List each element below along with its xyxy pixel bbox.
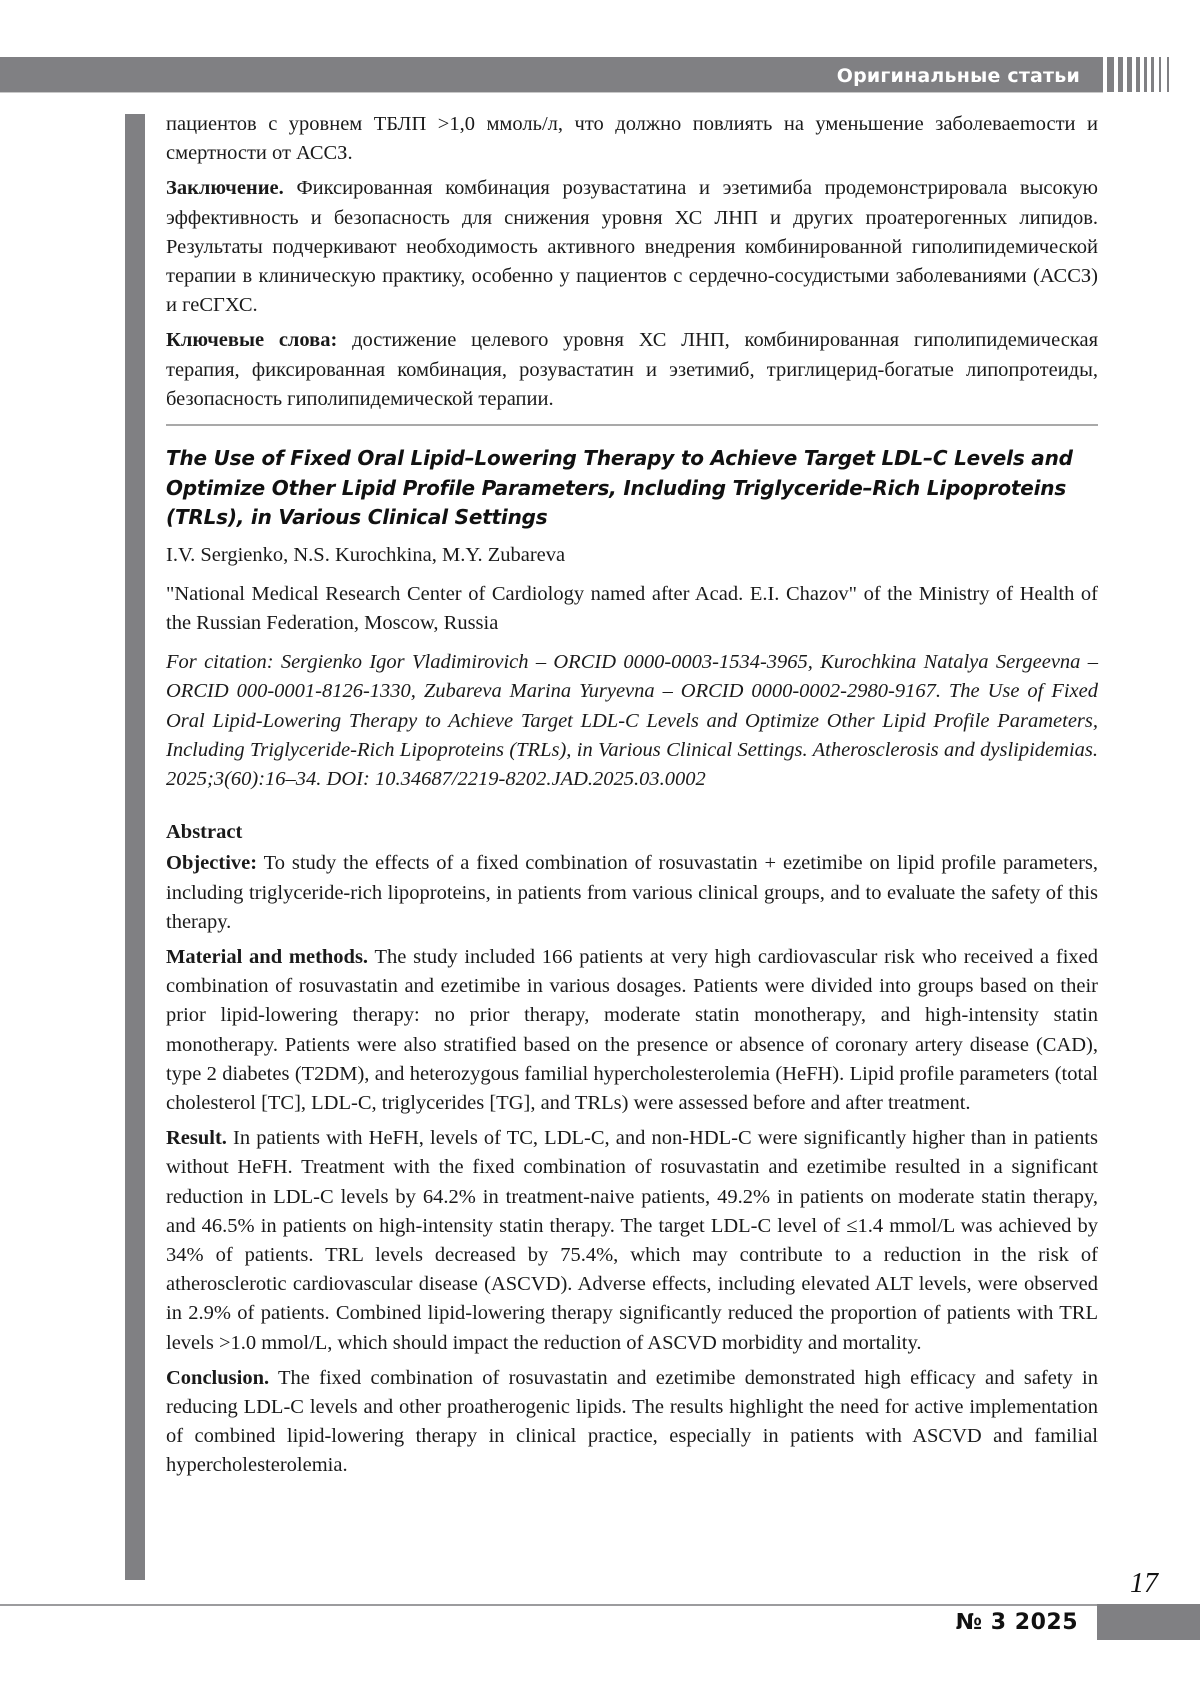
russian-conclusion-text: Фиксированная комбинация розувастатина и эзетимиба продемонстрировала высокую эффективность и безопасность для снижения уровня ХС ЛНП и других проатерогенных липидов. Результаты подчеркивают необходимость активного внедрения комбинированной гиполипидемической терапии в клиническую практику, особенно у пациентов с сердечно-сосудистыми заболеваниями (АССЗ) и геСГХС. bbox=[166, 177, 1098, 317]
result-text: In patients with HeFH, levels of TC, LDL-C, and non-HDL-C were significantly higher than in patients without HeFH. Treatment with the fixed combination of rosuvastatin and ezetimibe resulted in a significant reduction in LDL-C levels by 64.2% in treatment-naive patients, 49.2% in patients on moderate statin therapy, and 46.5% in patients on high-intensity statin therapy. The target LDL-C level of ≤1.4 mmol/L was achieved by 34% of patients. TRL levels decreased by 75.4%, which may contribute to a reduction in the risk of atherosclerotic cardiovascular disease (ASCVD). Adverse effects, including elevated ALT levels, were observed in 2.9% of patients. Combined lipid-lowering therapy significantly reduced the proportion of patients with TRL levels >1.0 mmol/L, which should impact the reduction of ASCVD morbidity and mortality. bbox=[166, 1127, 1098, 1354]
russian-conclusion bbox=[166, 174, 1098, 320]
section-title: Оригинальные статьи bbox=[836, 65, 1080, 87]
russian-summary-continuation: пациентов с уровнем ТБЛП >1,0 ммоль/л, что должно повлиять на уменьшение заболеваеmости и смертности от АССЗ. bbox=[166, 113, 1098, 165]
objective-label: Objective: bbox=[166, 852, 258, 875]
footer-bar bbox=[1097, 1604, 1200, 1640]
russian-keywords bbox=[166, 326, 1098, 414]
russian-keywords-label: Ключевые слова: bbox=[166, 329, 338, 352]
result-label: Result. bbox=[166, 1127, 227, 1150]
abstract-objective bbox=[166, 849, 1098, 937]
russian-keywords-text: достижение целевого уровня ХС ЛНП, комбинированная гиполипидемическая терапия, фиксированная комбинация, розувастатин и эзетимиб, триглицерид-богатые липопротеиды, безопасность гиполипидемической терапии. bbox=[166, 329, 1098, 410]
russian-conclusion-label: Заключение. bbox=[166, 177, 284, 200]
methods-label: Material and methods. bbox=[166, 945, 369, 968]
english-article-title: The Use of Fixed Oral Lipid–Lowering Therapy to Achieve Target LDL–C Levels and Optimize Other Lipid Profile Parameters, Including Triglyceride–Rich Lipoproteins (TRLs), in Various Clinical Settings bbox=[166, 446, 1073, 530]
abstract-heading: Abstract bbox=[166, 821, 243, 844]
abstract-methods bbox=[166, 943, 1098, 1118]
affiliation: "National Medical Research Center of Cardiology named after Acad. E.I. Chazov" of the Ministry of Health of the Russian Federation, Moscow, Russia bbox=[166, 582, 1098, 634]
section-divider bbox=[166, 424, 1098, 426]
abstract-conclusion bbox=[166, 1364, 1098, 1481]
left-margin-bar bbox=[125, 114, 145, 1580]
issue-label: № 3 2025 bbox=[955, 1610, 1078, 1635]
footer-rule bbox=[0, 1604, 1097, 1606]
objective-text: To study the effects of a fixed combination of rosuvastatin + ezetimibe on lipid profile parameters, including triglyceride-rich lipoproteins, in patients from various clinical groups, and to evaluate the safety of this therapy. bbox=[166, 852, 1098, 933]
citation: For citation: Sergienko Igor Vladimirovich – ORCID 0000-0003-1534-3965, Kurochkina Natalya Sergeevna – ORCID 000-0001-8126-1330, Zubareva Marina Yuryevna – ORCID 0000-0002-2980-9167. The Use of Fixed Oral Lipid-Lowering Therapy to Achieve Target LDL-C Levels and Optimize Other Lipid Profile Parameters, Including Triglyceride-Rich Lipoproteins (TRLs), in Various Clinical Settings. Atherosclerosis and dyslipidemias. 2025;3(60):16–34. DOI: 10.34687/2219-8202.JAD.2025.03.0002 bbox=[166, 651, 1098, 790]
authors: I.V. Sergienko, N.S. Kurochkina, M.Y. Zubareva bbox=[166, 543, 566, 566]
page-number: 17 bbox=[1130, 1568, 1158, 1599]
conclusion-text: The fixed combination of rosuvastatin and ezetimibe demonstrated high efficacy and safety in reducing LDL-C levels and other proatherogenic lipids. The results highlight the need for active implementation of combined lipid-lowering therapy in clinical practice, especially in patients with ASCVD and familial hypercholesterolemia. bbox=[166, 1366, 1098, 1477]
methods-text: The study included 166 patients at very high cardiovascular risk who received a fixed combination of rosuvastatin and ezetimibe in various dosages. Patients were divided into groups based on their prior lipid-lowering therapy: no prior therapy, moderate statin monotherapy, and high-intensity statin monotherapy. Patients were also stratified based on the presence or absence of coronary artery disease (CAD), type 2 diabetes (T2DM), and heterozygous familial hypercholesterolemia (HeFH). Lipid profile parameters (total cholesterol [TC], LDL-C, triglycerides [TG], and TRLs) were assessed before and after treatment. bbox=[166, 945, 1098, 1114]
abstract-result bbox=[166, 1124, 1098, 1358]
conclusion-label: Conclusion. bbox=[166, 1366, 270, 1389]
article-body bbox=[166, 110, 1098, 1487]
